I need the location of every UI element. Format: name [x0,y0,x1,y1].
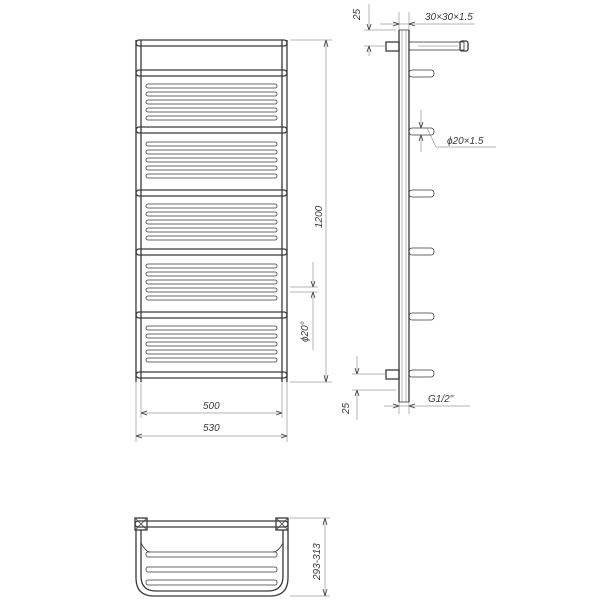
bottom-fitting [386,370,399,379]
bottom-offset-label: 25 [341,402,352,414]
depth-dimension [290,518,330,596]
width-dimensions [136,382,287,442]
bottom-offset-dimension [341,356,396,420]
right-rail [282,40,287,382]
depth-label: 293-313 [312,543,323,580]
profile-label: 30×30×1.5 [425,12,473,23]
pipe-label: ϕ20×1.5 [447,136,484,147]
inner-bars [146,84,277,362]
thread-dimension [384,394,470,414]
top-fitting [386,41,468,51]
top-offset-dimension [352,4,396,56]
top-view [135,518,330,596]
left-rail [136,40,141,382]
thread-label: G1/2" [428,394,454,405]
top-offset-label: 25 [352,8,363,20]
profile-dimension [380,12,475,30]
pipe-dimension [419,110,496,152]
outer-width-label: 530 [203,423,220,434]
side-profile [399,30,409,402]
bar-stubs [409,70,434,377]
inner-width-label: 500 [203,401,220,412]
bar-diameter-label: ϕ20° [300,321,311,342]
front-view [136,40,332,442]
side-view [341,4,496,420]
height-label: 1200 [314,205,325,228]
main-bars [136,40,287,378]
top-view-u-profile [136,530,288,596]
top-view-back [135,518,288,530]
bar-diameter-dimension [290,262,318,350]
height-dimension [290,40,332,382]
